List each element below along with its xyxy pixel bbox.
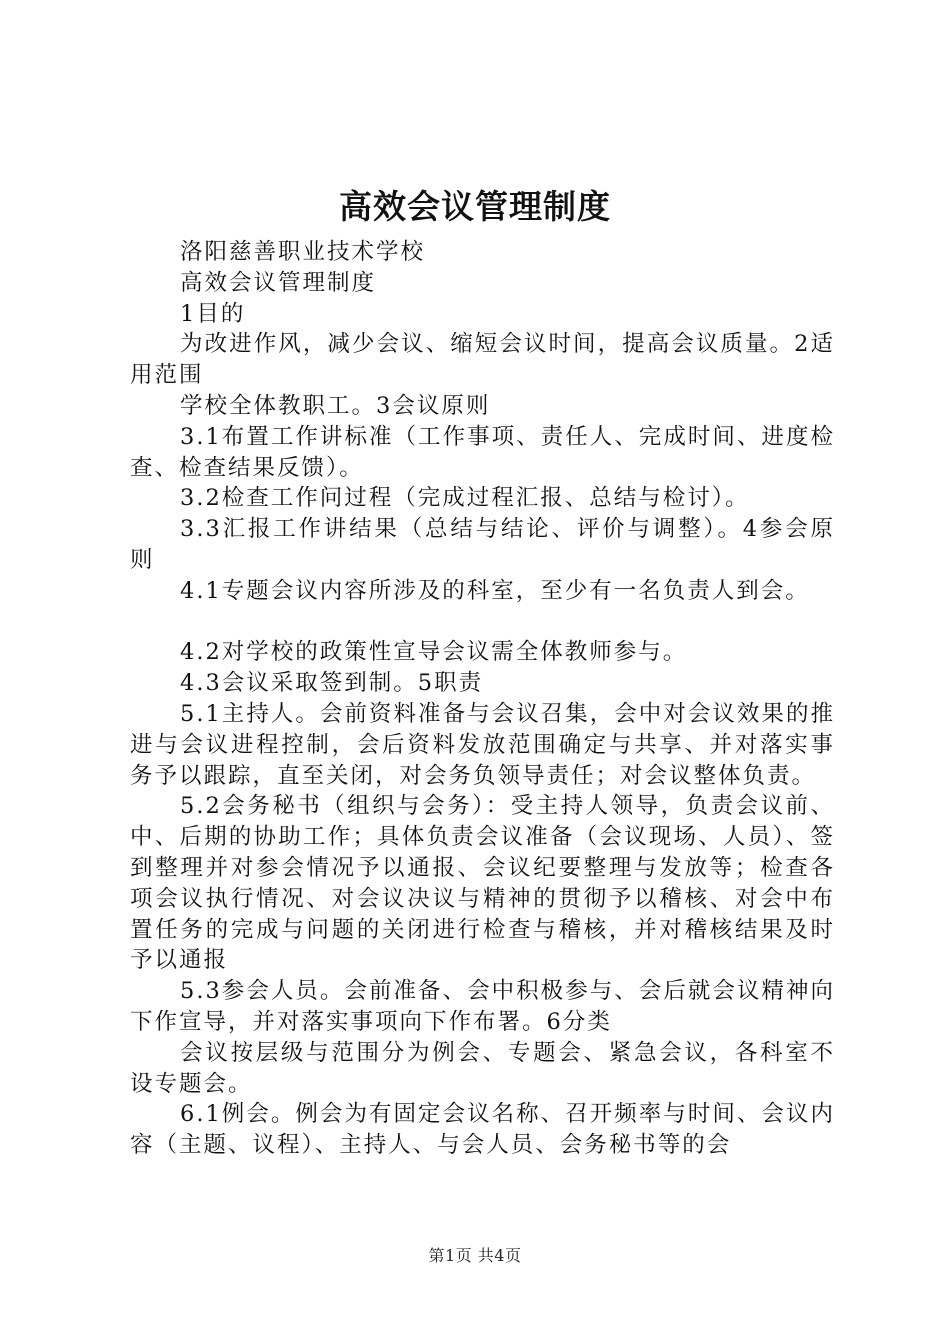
paragraph-5-1: 5.1主持人。会前资料准备与会议召集，会中对会议效果的推进与会议进程控制，会后资料发放范围确定与共享、并对落实事务予以跟踪，直至关闭，对会务负领导责任；对会议整体负责。 bbox=[130, 700, 835, 789]
paragraph-4-1: 4.1专题会议内容所涉及的科室，至少有一名负责人到会。 bbox=[180, 577, 810, 604]
document-body bbox=[130, 237, 835, 1161]
paragraph-4-2: 4.2对学校的政策性宣导会议需全体教师参与。 bbox=[180, 639, 688, 666]
document-title: 高效会议管理制度 bbox=[339, 187, 611, 226]
page-footer: 第1页 共4页 bbox=[428, 1246, 522, 1265]
paragraph-classification: 会议按层级与范围分为例会、专题会、紧急会议，各科室不设专题会。 bbox=[130, 1039, 835, 1097]
paragraph-3-1: 3.1布置工作讲标准（工作事项、责任人、完成时间、进度检查、检查结果反馈）。 bbox=[130, 423, 835, 481]
paragraph-subtitle: 高效会议管理制度 bbox=[180, 269, 377, 296]
paragraph-5-2: 5.2会务秘书（组织与会务）：受主持人领导，负责会议前、中、后期的协助工作；具体负责会议准备（会议现场、人员）、签到整理并对参会情况予以通报、会议纪要整理与发放等；检查各项会议执行情况、对会议决议与精神的贯彻予以稽核、对会中布置任务的完成与问题的关闭进行检查与稽核，并对稽核结果及时予以通报 bbox=[130, 793, 835, 974]
paragraph-school-name: 洛阳慈善职业技术学校 bbox=[180, 239, 426, 265]
paragraph-scope: 学校全体教职工。3会议原则 bbox=[180, 392, 491, 419]
paragraph-6-1: 6.1例会。例会为有固定会议名称、召开频率与时间、会议内容（主题、议程）、主持人、与会人员、会务秘书等的会 bbox=[130, 1101, 835, 1159]
paragraph-3-3: 3.3汇报工作讲结果（总结与结论、评价与调整）。4参会原则 bbox=[130, 516, 835, 573]
paragraph-5-3: 5.3参会人员。会前准备、会中积极参与、会后就会议精神向下作宣导，并对落实事项向下作布署。6分类 bbox=[130, 978, 835, 1035]
paragraph-4-3: 4.3会议采取签到制。5职责 bbox=[180, 670, 484, 697]
paragraph-section-1: 1目的 bbox=[180, 300, 246, 327]
paragraph-3-2: 3.2检查工作问过程（完成过程汇报、总结与检讨）。 bbox=[180, 485, 750, 512]
blank-line bbox=[130, 607, 835, 638]
paragraph-purpose: 为改进作风，减少会议、缩短会议时间，提高会议质量。2适用范围 bbox=[130, 331, 835, 389]
